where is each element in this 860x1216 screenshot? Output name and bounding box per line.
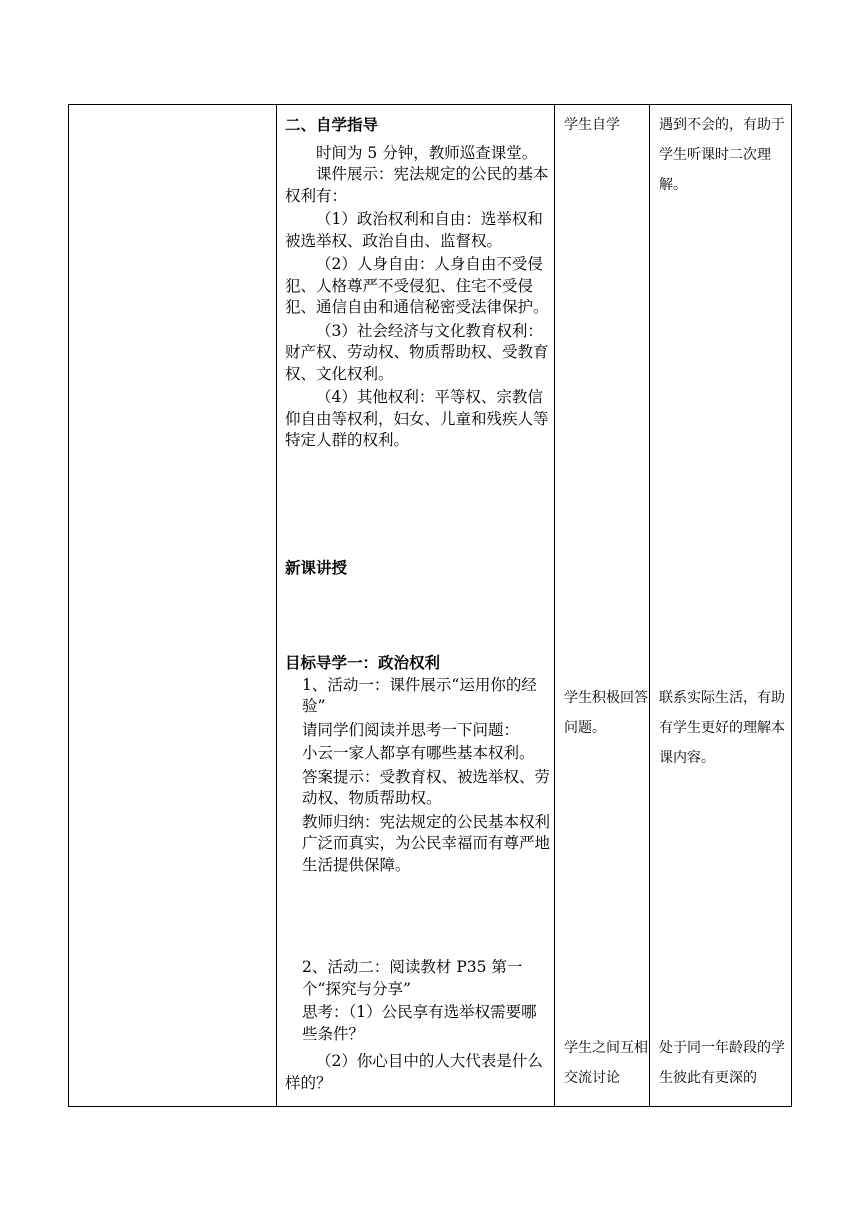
list-item: （2）人身自由：人身自由不受侵犯、人格尊严不受侵犯、住宅不受侵犯、通信自由和通信秘密受法律保护。: [285, 255, 549, 316]
paragraph: 时间为 5 分钟，教师巡查课堂。: [316, 143, 538, 162]
list-item: （4）其他权利：平等权、宗教信仰自由等权利，妇女、儿童和残疾人等特定人群的权利。: [285, 388, 549, 449]
column-design-intent: [659, 105, 787, 1106]
column-divider: [276, 105, 277, 1106]
section-heading-self-study: 二、自学指导: [285, 116, 379, 134]
column-1-empty: [69, 105, 275, 1106]
section-heading-goal-1: 目标导学一：政治权利: [285, 654, 441, 672]
activity-title: 2、活动二：阅读教材 P35 第一个“探究与分享”: [302, 958, 523, 998]
paragraph: （2）你心目中的人大代表是什么样的？: [285, 1052, 543, 1092]
section-heading-new-lesson: 新课讲授: [285, 559, 348, 577]
paragraph: 思考：（1）公民享有选举权需要哪些条件？: [302, 1003, 537, 1043]
design-intent-1: 遇到不会的，有助于学生听课时二次理解。: [659, 117, 785, 193]
paragraph: 课件展示：宪法规定的公民的基本权利有：: [285, 165, 549, 205]
design-intent-3: 处于同一年龄段的学生彼此有更深的: [659, 1040, 785, 1086]
activity-title: 1、活动一：课件展示“运用你的经验”: [302, 675, 537, 715]
list-item: （3）社会经济与文化教育权利：财产权、劳动权、物质帮助权、受教育权、文化权利。: [285, 321, 549, 383]
design-intent-2: 联系实际生活，有助有学生更好的理解本课内容。: [659, 690, 785, 766]
paragraph: 答案提示：受教育权、被选举权、劳动权、物质帮助权。: [302, 767, 551, 807]
student-activity-1: 学生自学: [564, 117, 620, 133]
student-activity-3: 学生之间互相交流讨论: [564, 1040, 648, 1086]
lesson-table: [68, 104, 792, 1107]
student-activity-2: 学生积极回答问题。: [564, 690, 648, 736]
paragraph: 请同学们阅读并思考一下问题：: [302, 720, 520, 739]
column-teaching-content: [281, 105, 555, 1106]
list-item: （1）政治权利和自由：选举权和被选举权、政治自由、监督权。: [285, 210, 543, 250]
column-student-activity: [564, 105, 650, 1106]
paragraph: 小云一家人都享有哪些基本权利。: [302, 744, 535, 762]
paragraph: 教师归纳：宪法规定的公民基本权利广泛而真实，为公民幸福而有尊严地生活提供保障。: [302, 812, 551, 874]
